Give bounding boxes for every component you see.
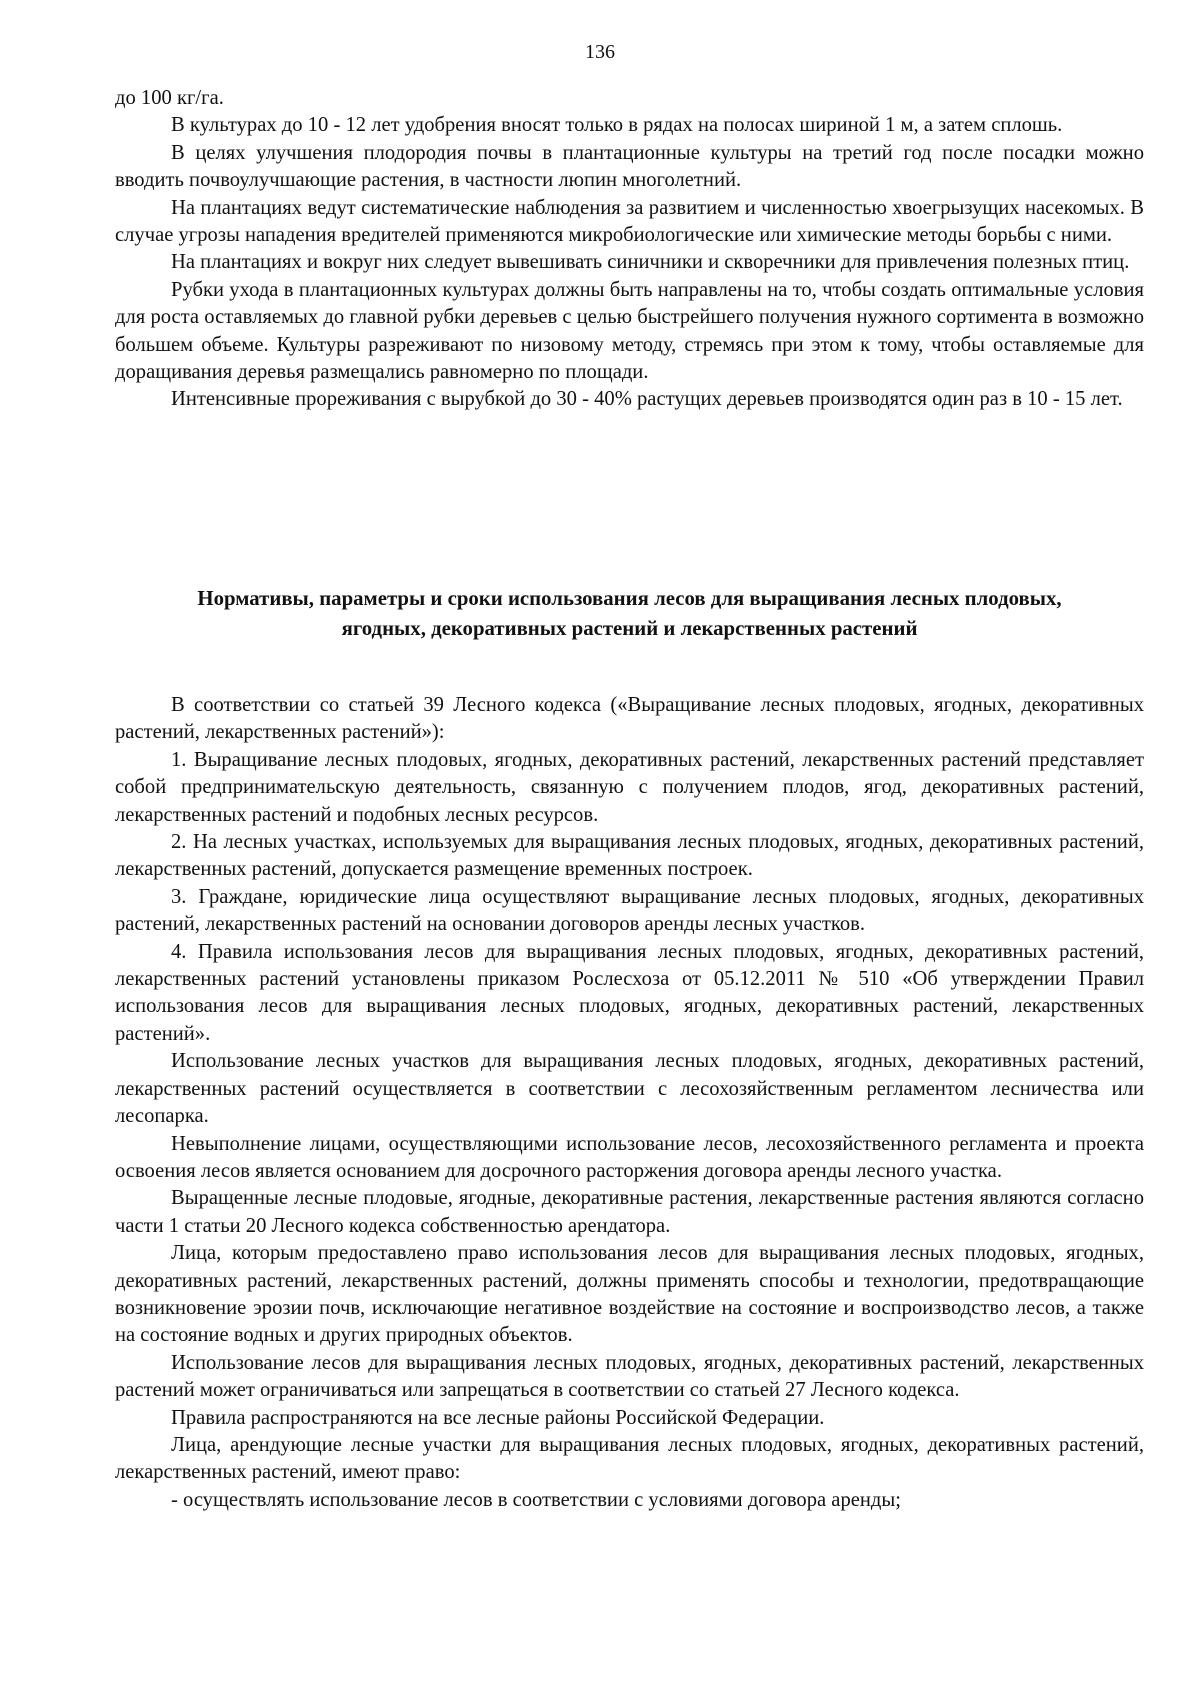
paragraph: Невыполнение лицами, осуществляющими использование лесов, лесохозяйственного регламента и проекта освоения лесов является основанием для досрочного расторжения договора аренды лесного участка. xyxy=(115,1132,1144,1182)
paragraph: до 100 кг/га. xyxy=(115,87,224,109)
paragraph: На плантациях и вокруг них следует вывешивать синичники и скворечники для привлечения полезных птиц. xyxy=(171,251,1130,274)
paragraph: Использование лесов для выращивания лесных плодовых, ягодных, декоративных растений, лекарственных растений может ограничиваться или запрещаться в соответствии со статьей 27 Лесного кодекса. xyxy=(115,1351,1144,1402)
section-heading xyxy=(115,584,1144,644)
page-number: 136 xyxy=(585,41,615,63)
paragraph: 3. Граждане, юридические лица осуществляют выращивание лесных плодовых, ягодных, декоративных растений, лекарственных растений на основании договоров аренды лесных участков. xyxy=(115,885,1144,936)
bottom-text-block xyxy=(115,692,1144,1514)
paragraph: На плантациях ведут систематические наблюдения за развитием и численностью хвоегрызущих насекомых. В случае угрозы нападения вредителей применяются микробиологические или химические методы борьбы с ними. xyxy=(115,196,1144,247)
paragraph: Интенсивные прореживания с вырубкой до 30 - 40% растущих деревьев производятся один раз в 10 - 15 лет. xyxy=(171,388,1123,411)
paragraph: Лица, арендующие лесные участки для выращивания лесных плодовых, ягодных, декоративных растений, лекарственных растений, имеют право: xyxy=(115,1433,1144,1484)
top-text-block xyxy=(115,85,1144,414)
paragraph: Лица, которым предоставлено право использования лесов для выращивания лесных плодовых, ягодных, декоративных растений, лекарственных растений, должны применять способы и технологии, предотвращающие возникновение эрозии почв, исключающие негативное воздействие на состояние и воспроизводство лесов, а также на состояние водных и других природных объектов. xyxy=(115,1242,1144,1347)
heading-line: ягодных, декоративных растений и лекарственных растений xyxy=(341,617,918,640)
paragraph: Правила распространяются на все лесные районы Российской Федерации. xyxy=(171,1406,825,1429)
paragraph: Использование лесных участков для выращивания лесных плодовых, ягодных, декоративных растений, лекарственных растений осуществляется в соответствии с лесохозяйственным регламентом лесничества или лесопарка. xyxy=(115,1050,1144,1128)
paragraph: 2. На лесных участках, используемых для выращивания лесных плодовых, ягодных, декоративных растений, лекарственных растений, допускается размещение временных построек. xyxy=(115,831,1144,881)
paragraph: 4. Правила использования лесов для выращивания лесных плодовых, ягодных, декоративных растений, лекарственных растений установлены приказом Рослесхоза от 05.12.2011 № 510 «Об утверждении Правил использования лесов для выращивания лесных плодовых, ягодных, декоративных растений, лекарственных растений». xyxy=(115,940,1144,1045)
heading-line: Нормативы, параметры и сроки использования лесов для выращивания лесных плодовых, xyxy=(197,587,1062,610)
paragraph: Рубки ухода в плантационных культурах должны быть направлены на то, чтобы создать оптимальные условия для роста оставляемых до главной рубки деревьев с целью быстрейшего получения нужного сортимента в возможно большем объеме. Культуры разреживают по низовому методу, стремясь при этом к тому, чтобы оставляемые для доращивания деревья размещались равномерно по площади. xyxy=(115,278,1144,384)
paragraph: В соответствии со статьей 39 Лесного кодекса («Выращивание лесных плодовых, ягодных, декоративных растений, лекарственных растений»): xyxy=(115,694,1144,744)
list-item: - осуществлять использование лесов в соответствии с условиями договора аренды; xyxy=(171,1488,901,1511)
paragraph: Выращенные лесные плодовые, ягодные, декоративные растения, лекарственные растения являются согласно части 1 статьи 20 Лесного кодекса собственностью арендатора. xyxy=(115,1187,1144,1237)
paragraph: 1. Выращивание лесных плодовых, ягодных, декоративных растений, лекарственных растений представляет собой предпринимательскую деятельность, связанную с получением плодов, ягод, декоративных растений, лекарственных растений и подобных лесных ресурсов. xyxy=(115,748,1144,826)
paragraph: В культурах до 10 - 12 лет удобрения вносят только в рядах на полосах шириной 1 м, а затем сплошь. xyxy=(171,114,1063,137)
paragraph: В целях улучшения плодородия почвы в плантационные культуры на третий год после посадки можно вводить почвоулучшающие растения, в частности люпин многолетний. xyxy=(115,141,1144,192)
